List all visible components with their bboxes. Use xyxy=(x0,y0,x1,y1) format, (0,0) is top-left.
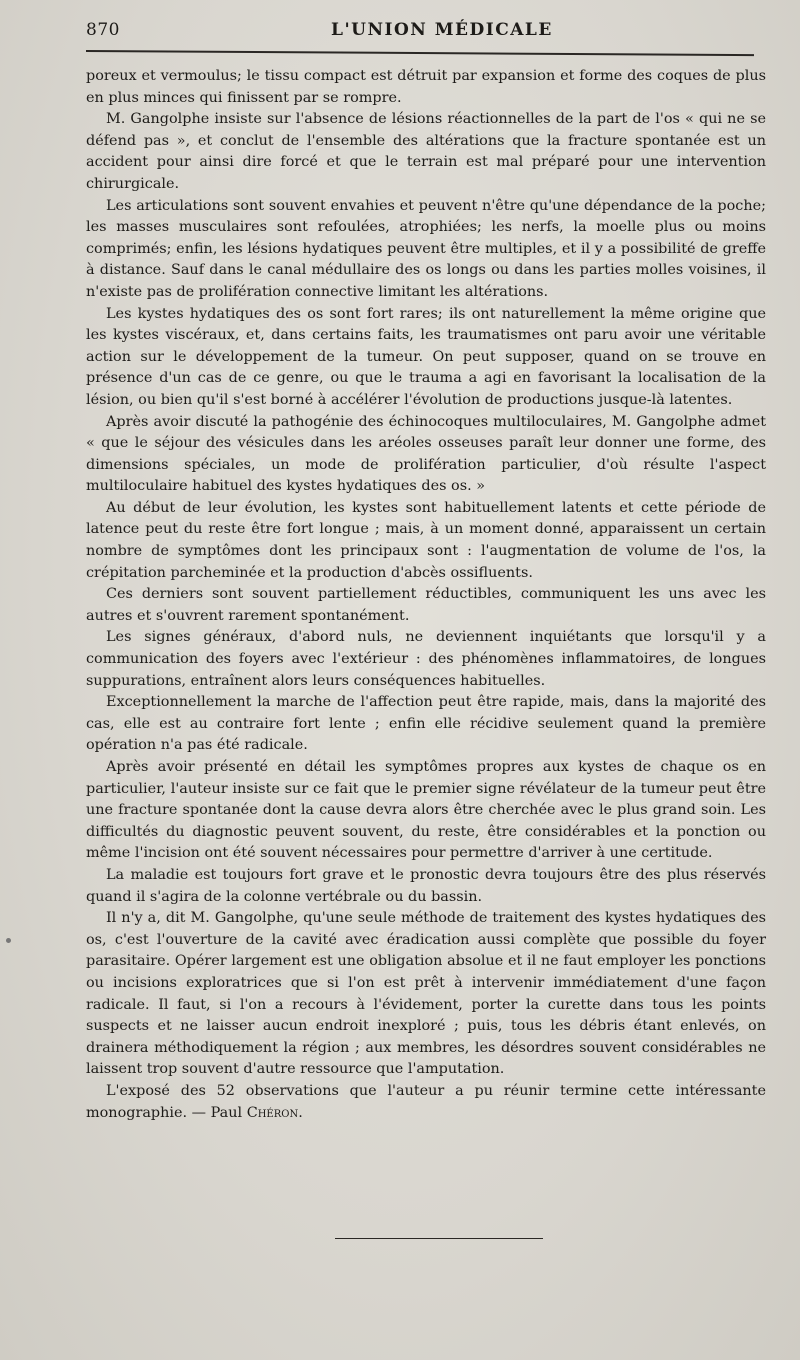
paragraph-13 xyxy=(86,1081,766,1124)
paragraph-4: Les kystes hydatiques des os sont fort rares; ils ont naturellement la même origine que les kystes viscéraux, et, dans certains faits, les traumatismes ont paru avoir une véritable action sur le développement de la tumeur. On peut supposer, quand on se trouve en présence d'un cas de ce genre, ou que le trauma a agi en favorisant la localisation de la lésion, ou bien qu'il s'est borné à accélérer l'évolution de productions jusque-là latentes. xyxy=(86,305,766,408)
page-header xyxy=(86,18,756,48)
paragraph-12: Il n'y a, dit M. Gangolphe, qu'une seule méthode de traitement des kystes hydatiques des os, c'est l'ouverture de la cavité avec éradication aussi complète que possible du foyer parasitaire. Opérer largement est une obligation absolue et il ne faut employer les ponctions ou incisions exploratrices que si l'on est prêt à intervenir immédiatement d'une façon radicale. Il faut, si l'on a recours à l'évidement, porter la curette dans tous les points suspects et ne laisser aucun endroit inexploré ; puis, tous les débris étant enlevés, on drainera méthodiquement la région ; aux membres, les désordres souvent considérables ne laissent trop souvent d'autre ressource que l'amputation. xyxy=(86,910,766,1078)
closing-text: L'exposé des 52 observations que l'auteur a pu réunir termine cette intéressante monographie. — Paul xyxy=(86,1082,766,1121)
paragraph-5: Après avoir discuté la pathogénie des échinocoques multiloculaires, M. Gangolphe admet « que le séjour des vésicules dans les aréoles osseuses paraît leur donner une forme, des dimensions spéciales, un mode de prolifération particulier, d'où résulte l'aspect multiloculaire habituel des kystes hydatiques des os. » xyxy=(86,413,766,495)
paragraph-6: Au début de leur évolution, les kystes sont habituellement latents et cette période de latence peut du reste être fort longue ; mais, à un moment donné, apparaissent un certain nombre de symptômes dont les principaux sont : l'augmentation de volume de l'os, la crépitation parcheminée et la production d'abcès ossifluents. xyxy=(86,499,766,581)
section-end-rule xyxy=(335,1238,543,1239)
paragraph-2: M. Gangolphe insiste sur l'absence de lésions réactionnelles de la part de l'os « qui ne se défend pas », et conclut de l'ensemble des altérations que la fracture spontanée est un accident pour ainsi dire forcé et que le terrain est mal préparé pour une intervention chirurgicale. xyxy=(86,111,766,192)
paragraph-3: Les articulations sont souvent envahies et peuvent n'être qu'une dépendance de la poche; les masses musculaires sont refoulées, atrophiées; les nerfs, la moelle plus ou moins comprimés; enfin, les lésions hydatiques peuvent être multiples, et il y a possibilité de greffe à distance. Sauf dans le canal médullaire des os longs ou dans les parties molles voisines, il n'existe pas de prolifération connective limitant les altérations. xyxy=(86,197,766,300)
running-title: L'UNION MÉDICALE xyxy=(331,20,553,40)
paragraph-1: poreux et vermoulus; le tissu compact est détruit par expansion et forme des coques de plus en plus minces qui finissent par se rompre. xyxy=(86,68,766,106)
paragraph-9: Exceptionnellement la marche de l'affection peut être rapide, mais, dans la majorité des cas, elle est au contraire fort lente ; enfin elle récidive seulement quand la première opération n'a pas été radicale. xyxy=(86,694,766,754)
paragraph-10: Après avoir présenté en détail les symptômes propres aux kystes de chaque os en particulier, l'auteur insiste sur ce fait que le premier signe révélateur de la tumeur peut être une fracture spontanée dont la cause devra alors être cherchée avec le plus grand soin. Les difficultés du diagnostic peuvent souvent, du reste, être considérables et la ponction ou même l'incision ont été souvent nécessaires pour permettre d'arriver à une certitude. xyxy=(86,759,766,862)
author-signature: Chéron. xyxy=(246,1104,303,1121)
margin-mark xyxy=(6,938,11,943)
article-body xyxy=(86,66,766,1124)
paragraph-11: La maladie est toujours fort grave et le pronostic devra toujours être des plus réservés quand il s'agira de la colonne vertébrale ou du bassin. xyxy=(86,866,766,905)
page-number: 870 xyxy=(86,20,120,40)
paragraph-7: Ces derniers sont souvent partiellement réductibles, communiquent les uns avec les autres et s'ouvrent rarement spontanément. xyxy=(86,586,766,624)
paragraph-8: Les signes généraux, d'abord nuls, ne deviennent inquiétants que lorsqu'il y a communication des foyers avec l'extérieur : des phénomènes inflammatoires, de longues suppurations, entraînent alors leurs conséquences habituelles. xyxy=(86,629,766,689)
header-rule xyxy=(86,50,754,56)
